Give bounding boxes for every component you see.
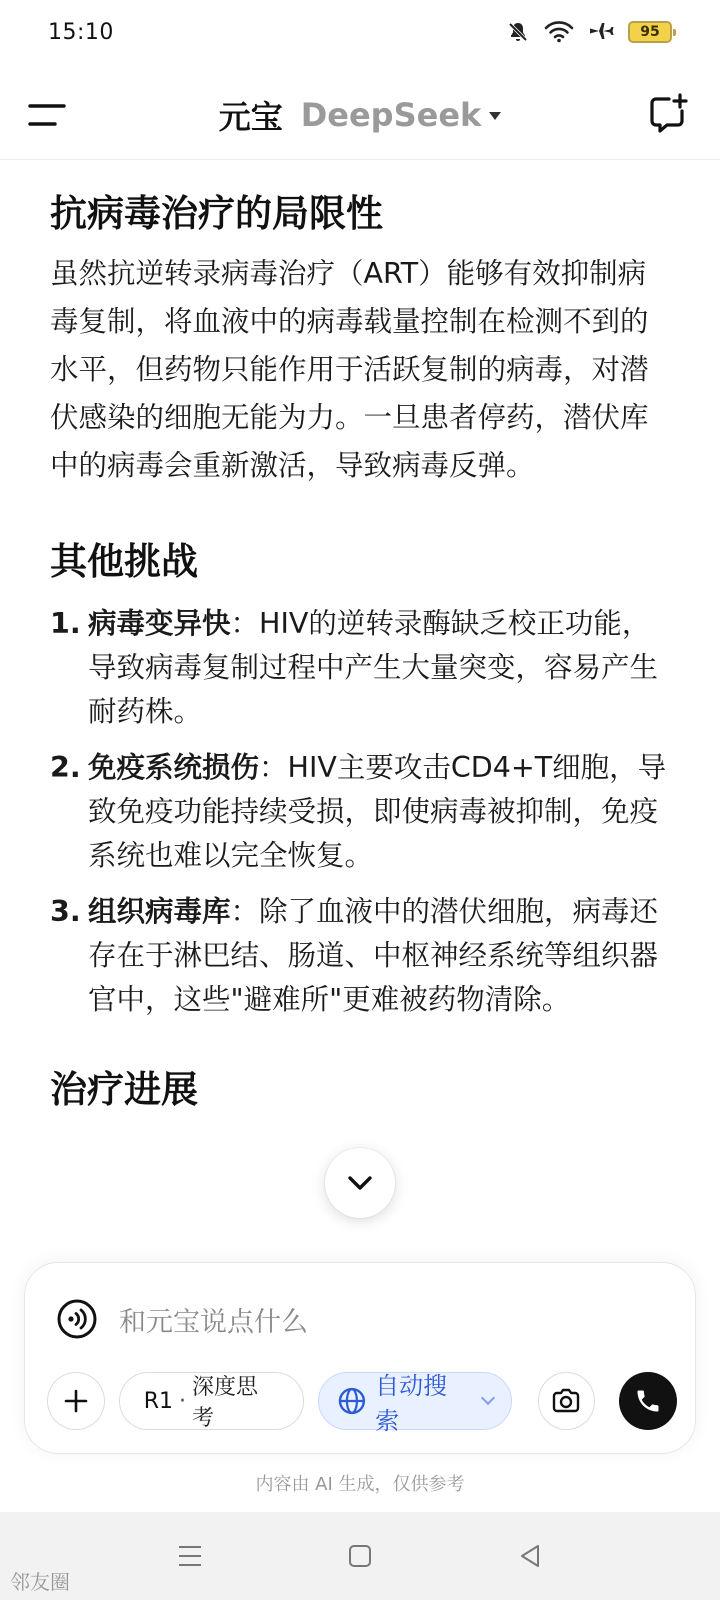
app-title: 元宝	[218, 98, 283, 136]
battery-icon: 95	[628, 21, 672, 43]
list-item	[50, 602, 670, 734]
caret-down-icon	[489, 112, 501, 120]
list-item	[50, 890, 670, 1022]
add-button[interactable]	[47, 1372, 105, 1430]
voice-call-button[interactable]	[619, 1372, 677, 1430]
chevron-down-icon	[481, 1391, 495, 1405]
globe-icon	[337, 1386, 367, 1416]
new-chat-icon	[647, 93, 689, 135]
menu-lines-icon	[176, 1543, 204, 1569]
voice-icon	[56, 1298, 98, 1340]
section-heading: 其他挑战	[50, 540, 198, 583]
list-number: 1.	[50, 607, 81, 640]
list-item-text: ：HIV主要攻击CD4+T细胞，导致免疫功能持续受损，即使病毒被抑制，免疫系统也难以完全恢复。	[88, 751, 667, 872]
input-row	[55, 1289, 308, 1349]
status-bar	[0, 0, 720, 64]
content-fade	[0, 1225, 720, 1265]
back-triangle-icon	[517, 1543, 543, 1569]
home-button[interactable]	[340, 1536, 380, 1576]
camera-button[interactable]	[538, 1372, 596, 1430]
list-item-text: ：除了血液中的潜伏细胞，病毒还存在于淋巴结、肠道、中枢神经系统等组织器官中，这些"避难所"更难被药物清除。	[88, 895, 659, 1016]
ai-disclaimer: 内容由 AI 生成，仅供参考	[255, 1474, 465, 1495]
recent-apps-button[interactable]	[170, 1536, 210, 1576]
r1-separator: ·	[179, 1388, 187, 1414]
section-paragraph: 虽然抗逆转录病毒治疗（ART）能够有效抑制病毒复制，将血液中的病毒载量控制在检测不到的水平，但药物只能作用于活跃复制的病毒，对潜伏感染的细胞无能为力。一旦患者停药，潜伏库中的病毒会重新激活，导致病毒反弹。	[50, 257, 649, 482]
airplane-icon	[588, 20, 614, 44]
voice-input-button[interactable]	[55, 1297, 99, 1341]
list-item	[50, 746, 670, 878]
list-item-text: ：HIV的逆转录酶缺乏校正功能，导致病毒复制过程中产生大量突变，容易产生耐药株。	[88, 607, 659, 728]
system-nav-bar	[0, 1512, 720, 1600]
list-item-title: 组织病毒库	[88, 895, 231, 928]
deep-think-label: 深度思考	[192, 1375, 259, 1431]
wifi-icon	[544, 21, 574, 43]
list-number: 3.	[50, 895, 81, 928]
header	[0, 70, 720, 160]
deep-think-toggle[interactable]	[119, 1372, 305, 1430]
model-name: DeepSeek	[300, 96, 482, 134]
list-item-title: 免疫系统损伤	[88, 751, 260, 784]
section-heading: 抗病毒治疗的局限性	[50, 192, 383, 235]
scroll-down-button[interactable]	[325, 1148, 395, 1218]
input-toolbar	[47, 1371, 677, 1435]
title-wrap	[0, 70, 720, 160]
message-content	[50, 190, 670, 1114]
phone-icon	[634, 1387, 662, 1415]
status-time: 15:10	[48, 19, 114, 45]
bell-muted-icon	[506, 20, 530, 44]
list-number: 2.	[50, 751, 81, 784]
watermark: 邻友圈	[10, 1570, 70, 1594]
model-selector[interactable]	[301, 96, 502, 134]
r1-label: R1	[143, 1388, 174, 1414]
home-square-icon	[347, 1543, 373, 1569]
message-input[interactable]: 和元宝说点什么	[119, 1306, 308, 1338]
status-icons	[506, 20, 672, 44]
auto-search-label: 自动搜索	[375, 1372, 448, 1435]
camera-icon	[551, 1388, 581, 1414]
challenge-list	[50, 602, 670, 1022]
list-item-title: 病毒变异快	[88, 607, 231, 640]
back-button[interactable]	[510, 1536, 550, 1576]
plus-icon	[63, 1388, 89, 1414]
new-chat-button[interactable]	[642, 88, 694, 140]
section-heading: 治疗进展	[50, 1068, 198, 1111]
chevron-down-icon	[346, 1174, 374, 1192]
input-card	[24, 1262, 696, 1454]
auto-search-toggle[interactable]	[318, 1372, 511, 1435]
